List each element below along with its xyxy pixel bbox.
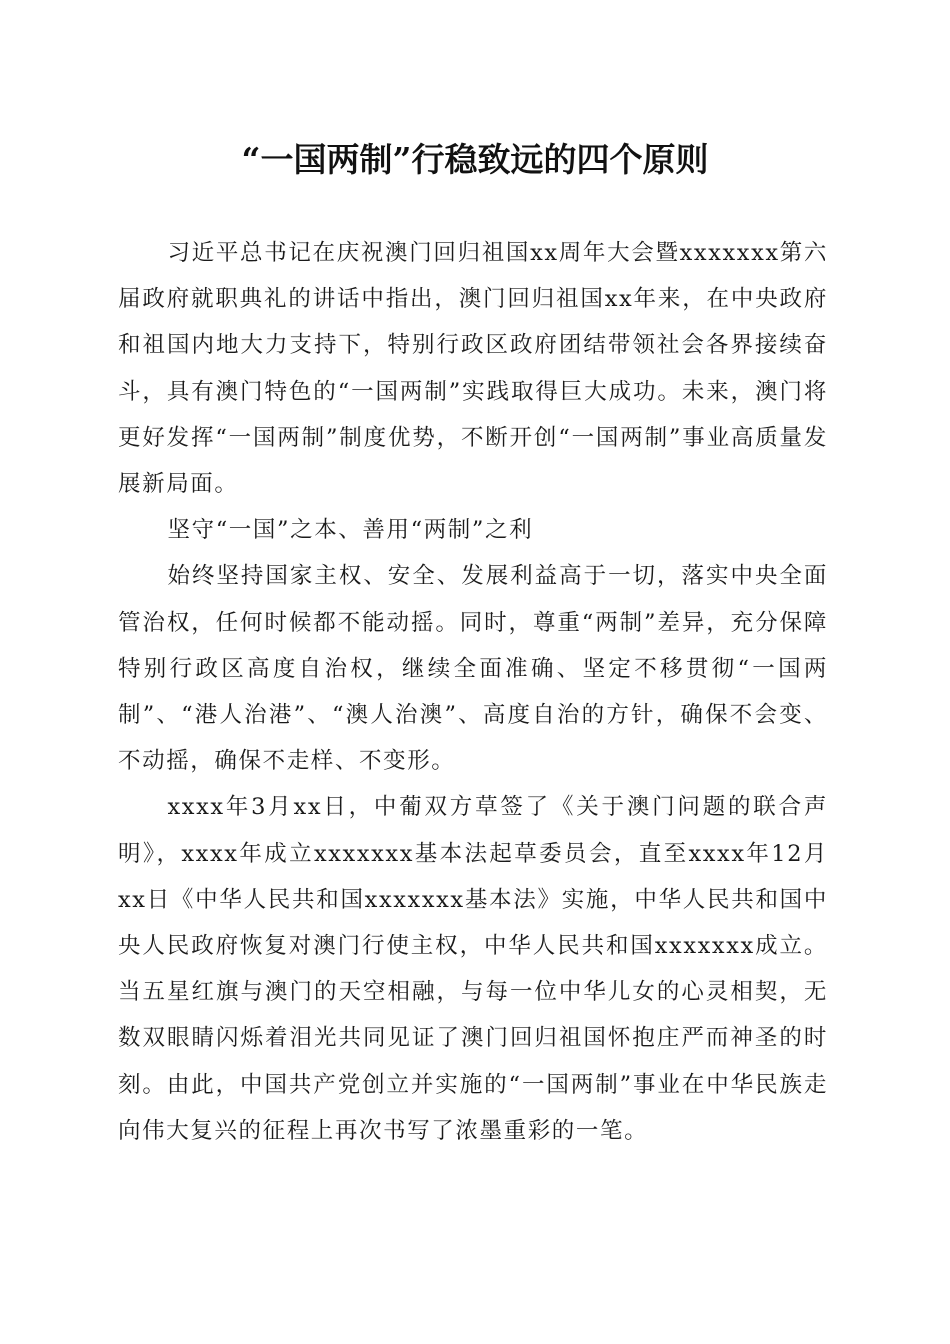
section-heading: 坚守“一国”之本、善用“两制”之利: [167, 517, 534, 544]
paragraph-principle: 始终坚持国家主权、安全、发展利益高于一切，落实中央全面管治权，任何时候都不能动摇。同时，尊重“两制”差异，充分保障特别行政区高度自治权，继续全面准确、坚定不移贯彻“一国两制”、“港人治港”、“澳人治澳”、高度自治的方针，确保不会变、不动摇，确保不走样、不变形。: [118, 563, 828, 775]
paragraph-intro: 习近平总书记在庆祝澳门回归祖国xx周年大会暨xxxxxxx第六届政府就职典礼的讲话中指出，澳门回归祖国xx年来，在中央政府和祖国内地大力支持下，特别行政区政府团结带领社会各界接续奋斗，具有澳门特色的“一国两制”实践取得巨大成功。未来，澳门将更好发挥“一国两制”制度优势，不断开创“一国两制”事业高质量发展新局面。: [118, 240, 828, 498]
document-body: [118, 230, 828, 1154]
document-title: “一国两制”行稳致远的四个原则: [241, 140, 709, 179]
paragraph-history: xxxx年3月xx日，中葡双方草签了《关于澳门问题的联合声明》，xxxx年成立xxxxxxx基本法起草委员会，直至xxxx年12月xx日《中华人民共和国xxxxxxx基本法》实施，中华人民共和国中央人民政府恢复对澳门行使主权，中华人民共和国xxxxxxx成立。当五星红旗与澳门的天空相融，与每一位中华儿女的心灵相契，无数双眼睛闪烁着泪光共同见证了澳门回归祖国怀抱庄严而神圣的时刻。由此，中国共产党创立并实施的“一国两制”事业在中华民族走向伟大复兴的征程上再次书写了浓墨重彩的一笔。: [118, 794, 828, 1144]
